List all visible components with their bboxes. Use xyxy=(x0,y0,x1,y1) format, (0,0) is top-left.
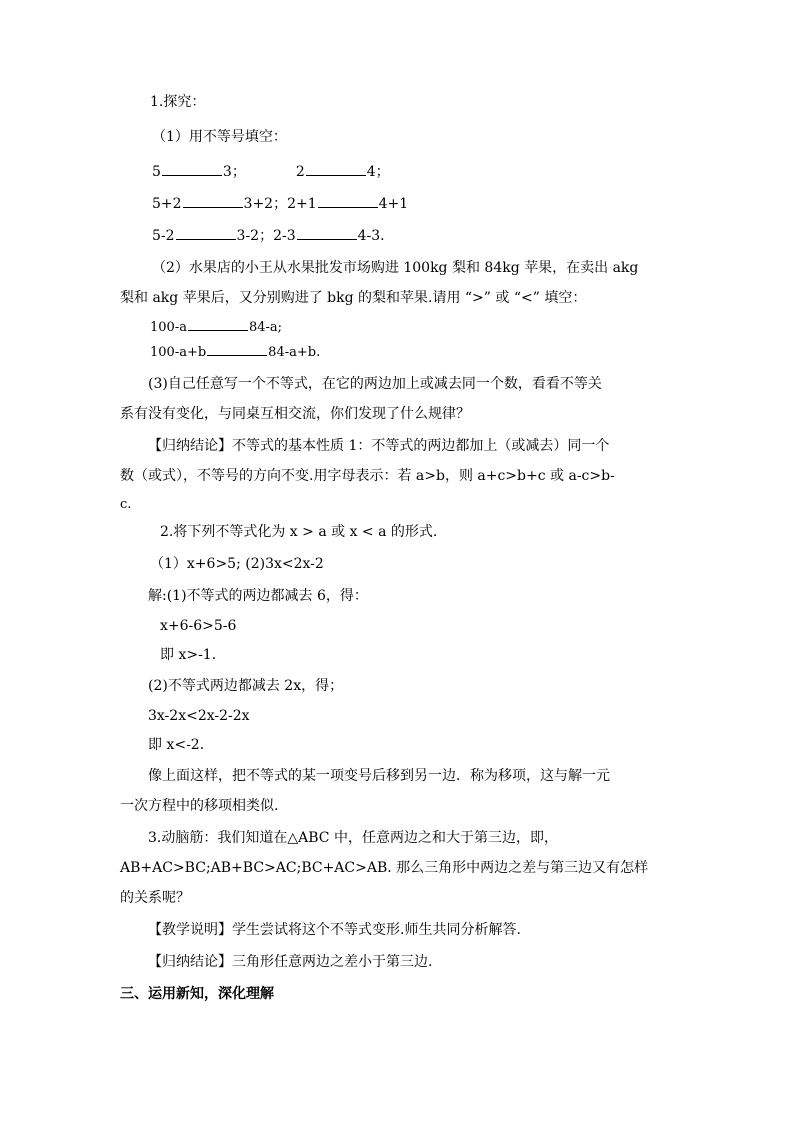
answer-blank xyxy=(183,195,243,208)
expr: 3+2；2+1 xyxy=(243,196,317,212)
answer-blank xyxy=(176,227,236,240)
expr: 5+2 xyxy=(152,196,182,212)
fill-row-3 xyxy=(152,226,385,246)
expr: 5 xyxy=(152,164,161,180)
expr: 4-3. xyxy=(357,228,385,244)
conclusion-1-line-3: c. xyxy=(120,497,132,512)
fill-row-4 xyxy=(150,318,282,338)
question-1-prompt: （1）用不等号填空： xyxy=(152,129,287,145)
section-heading: 三、运用新知，深化理解 xyxy=(120,986,274,1002)
expr: 100-a+b xyxy=(150,345,207,360)
fill-row-5 xyxy=(150,343,320,363)
brainstorm-line-1: 3.动脑筋：我们知道在△ABC 中，任意两边之和大于第三边，即， xyxy=(148,830,558,846)
fill-row-2 xyxy=(152,194,408,214)
expr: 84-a; xyxy=(248,320,283,335)
expr: 3-2；2-3 xyxy=(236,228,296,244)
conclusion-1-line-2: 数（或式），不等号的方向不变.用字母表示：若 a>b，则 a+c>b+c 或 a-c>b- xyxy=(120,468,615,484)
answer-blank xyxy=(162,163,222,176)
answer-blank xyxy=(318,195,378,208)
transposition-line-2: 一次方程中的移项相类似. xyxy=(120,798,279,814)
expr: 2 xyxy=(295,164,305,180)
expr: 4； xyxy=(366,164,390,180)
answer-blank xyxy=(207,343,267,356)
question-3-line-2: 系有没有变化，与同桌互相交流，你们发现了什么规律？ xyxy=(120,406,470,422)
solution-2-step: 3x-2x<2x-2-2x xyxy=(148,708,250,724)
question-3-line-1: (3)自己任意写一个不等式，在它的两边加上或减去同一个数，看看不等关 xyxy=(148,376,602,392)
brainstorm-line-2: AB+AC>BC;AB+BC>AC;BC+AC>AB. 那么三角形中两边之差与第三边又有怎样 xyxy=(120,860,649,876)
solution-intro: 解:(1)不等式的两边都减去 6，得： xyxy=(148,588,368,604)
question-2-line-2: 梨和 akg 苹果后，又分别购进了 bkg 的梨和苹果.请用 “>” 或 “<” 填空： xyxy=(120,290,587,306)
solution-result: 即 x>-1. xyxy=(160,647,217,663)
transposition-line-1: 像上面这样，把不等式的某一项变号后移到另一边．称为移项，这与解一元 xyxy=(148,768,610,784)
fill-row-1 xyxy=(152,162,390,182)
expr: 84-a+b. xyxy=(268,345,321,360)
heading-explore: 1.探究： xyxy=(150,94,206,110)
expr: 4+1 xyxy=(378,196,409,212)
solution-2-intro: (2)不等式两边都减去 2x，得； xyxy=(148,678,344,694)
expr: 5-2 xyxy=(152,228,175,244)
question-2-line-1: （2）水果店的小王从水果批发市场购进 100kg 梨和 84kg 苹果，在卖出 akg xyxy=(152,260,639,276)
solution-step: x+6-6>5-6 xyxy=(160,618,237,634)
answer-blank xyxy=(188,318,248,331)
brainstorm-line-3: 的关系呢？ xyxy=(120,890,190,906)
conclusion-1-line-1: 【归纳结论】不等式的基本性质 1：不等式的两边都加上（或减去）同一个 xyxy=(148,438,610,454)
conclusion-2: 【归纳结论】三角形任意两边之差小于第三边. xyxy=(148,954,433,970)
expr: 100-a xyxy=(150,320,187,335)
answer-blank xyxy=(306,163,366,176)
expr: 3； xyxy=(222,164,246,180)
teaching-note: 【教学说明】学生尝试将这个不等式变形.师生共同分析解答. xyxy=(148,922,521,938)
answer-blank xyxy=(297,227,357,240)
heading-transform: 2.将下列不等式化为 x > a 或 x < a 的形式. xyxy=(160,524,438,540)
exercise-items: （1）x+6>5; (2)3x<2x-2 xyxy=(150,556,324,572)
solution-2-result: 即 x<-2. xyxy=(148,737,205,753)
